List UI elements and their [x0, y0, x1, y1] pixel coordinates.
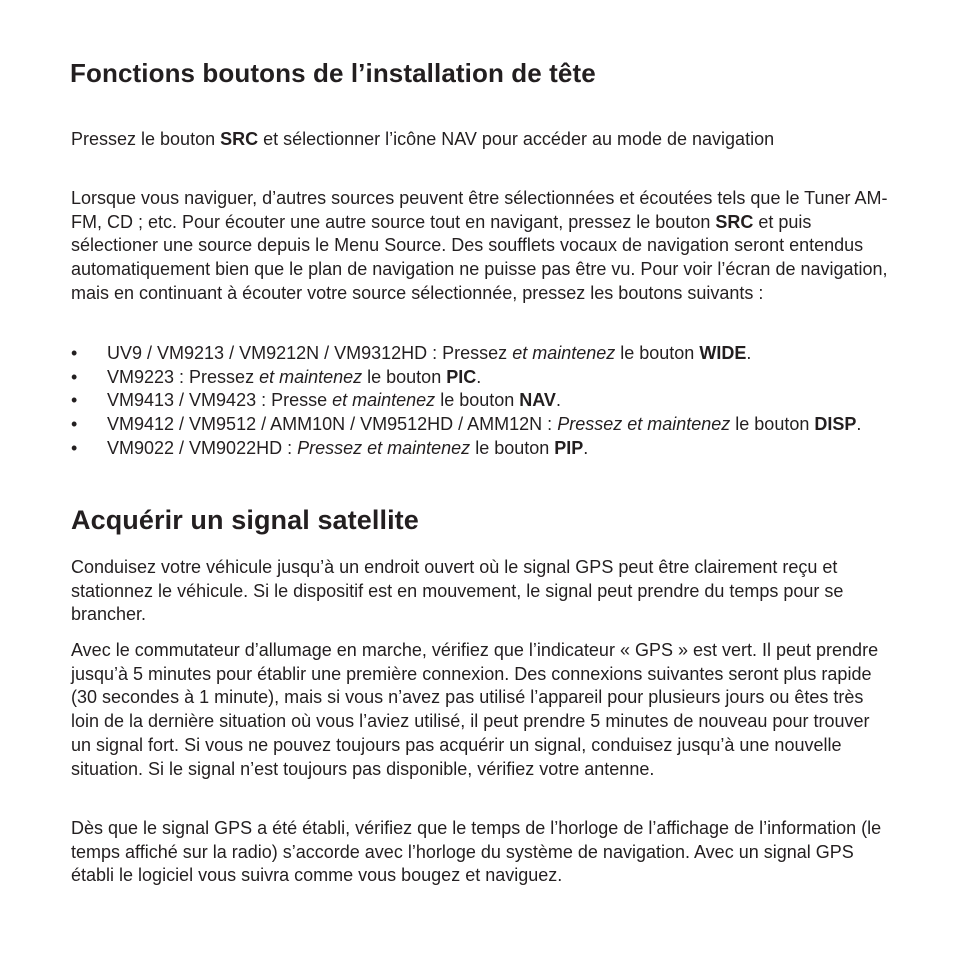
list-item [71, 437, 891, 461]
button-name: PIP [554, 437, 584, 458]
bullet: • [71, 390, 78, 411]
button-name-src: SRC [715, 211, 754, 232]
text-run: le bouton [615, 343, 700, 363]
text-run: UV9 / VM9213 / VM9212N / VM9312HD : Pressez [107, 343, 508, 363]
text-run: le bouton [730, 414, 815, 435]
bullet: • [71, 437, 78, 458]
text-run: Lorsque vous naviguer, d’autres sources peuvent être sélectionnées et écoutées tels que le Tuner AM-FM, CD ; etc. Pour écouter une autre source tout en navigant, pressez le bouton [71, 188, 888, 232]
paragraph-src-nav [71, 128, 861, 152]
list-item [71, 389, 891, 413]
text-run: VM9412 / VM9512 / AMM10N / VM9512HD / AMM12N : [107, 414, 558, 435]
button-name: WIDE [699, 343, 747, 363]
section-title-satellite-signal: Acquérir un signal satellite [71, 505, 419, 535]
text-run: . [555, 390, 561, 411]
italic-text: et maintenez [254, 366, 363, 387]
bullet: • [71, 414, 78, 435]
italic-text: et maintenez [327, 390, 436, 411]
button-name: PIC [446, 366, 477, 387]
text-run: . [746, 343, 752, 363]
button-name-src: SRC [220, 129, 259, 149]
text-run: et sélectionner l’icône NAV pour accéder au mode de navigation [258, 129, 775, 149]
button-name: DISP [814, 414, 857, 435]
list-item [71, 342, 891, 366]
section-title-button-functions: Fonctions boutons de l’installation de tête [70, 58, 596, 88]
model-button-list [71, 342, 891, 461]
bullet: • [71, 366, 78, 387]
text-run: le bouton [470, 437, 555, 458]
list-item [71, 413, 891, 437]
button-name: NAV [519, 390, 556, 411]
text-run: VM9223 : Pressez [107, 366, 255, 387]
italic-text: Pressez et maintenez [557, 414, 731, 435]
text-run: le bouton [435, 390, 520, 411]
bullet: • [71, 343, 78, 363]
text-run: VM9022 / VM9022HD : [107, 437, 298, 458]
list-item [71, 366, 891, 390]
text-run: . [476, 366, 482, 387]
text-run: . [583, 437, 589, 458]
italic-text: Pressez et maintenez [297, 437, 471, 458]
paragraph-gps-indicator: Avec le commutateur d’allumage en marche, vérifiez que l’indicateur « GPS » est vert. Il peut prendre jusqu’à 5 minutes pour établir une première connexion. Des connexions suivantes seront plus rapide (30 secondes à 1 minute), mais si vous n’avez pas utilisé l’appareil pour plusieurs jours ou êtes très loin de la dernière situation où vous l’aviez utilisé, il peut prendre 5 minutes de nouveau pour trouver un signal fort. Si vous ne pouvez toujours pas acquérir un signal, conduisez jusqu’à une nouvelle situation. Si le signal n’est toujours pas disponible, vérifiez votre antenne. [71, 640, 879, 779]
paragraph-drive-open-area: Conduisez votre véhicule jusqu’à un endroit ouvert où le signal GPS peut être clairement reçu et stationnez le véhicule. Si le dispositif est en mouvement, le signal peut prendre du temps pour se brancher. [71, 557, 844, 625]
paragraph-clock-check: Dès que le signal GPS a été établi, vérifiez que le temps de l’horloge de l’affichage de l’information (le temps affiché sur la radio) s’accorde avec l’horloge du système de navigation. Avec un signal GPS établi le logiciel vous suivra comme vous bougez et naviguez. [71, 818, 882, 886]
text-run: . [856, 414, 862, 435]
text-run: Pressez le bouton [71, 129, 221, 149]
text-run: et puis sélectioner une source depuis le Menu Source. Des soufflets vocaux de navigation seront entendus automatiquement bien que le plan de navigation ne puisse pas être vu. Pour voir l’écran de navigation, mais en continuant à écouter votre source sélectionnée, pressez les boutons suivants : [71, 211, 888, 303]
text-run: le bouton [362, 366, 447, 387]
paragraph-navigation-sources [71, 187, 891, 306]
text-run: VM9413 / VM9423 : Presse [107, 390, 328, 411]
italic-text: et maintenez [507, 343, 616, 363]
